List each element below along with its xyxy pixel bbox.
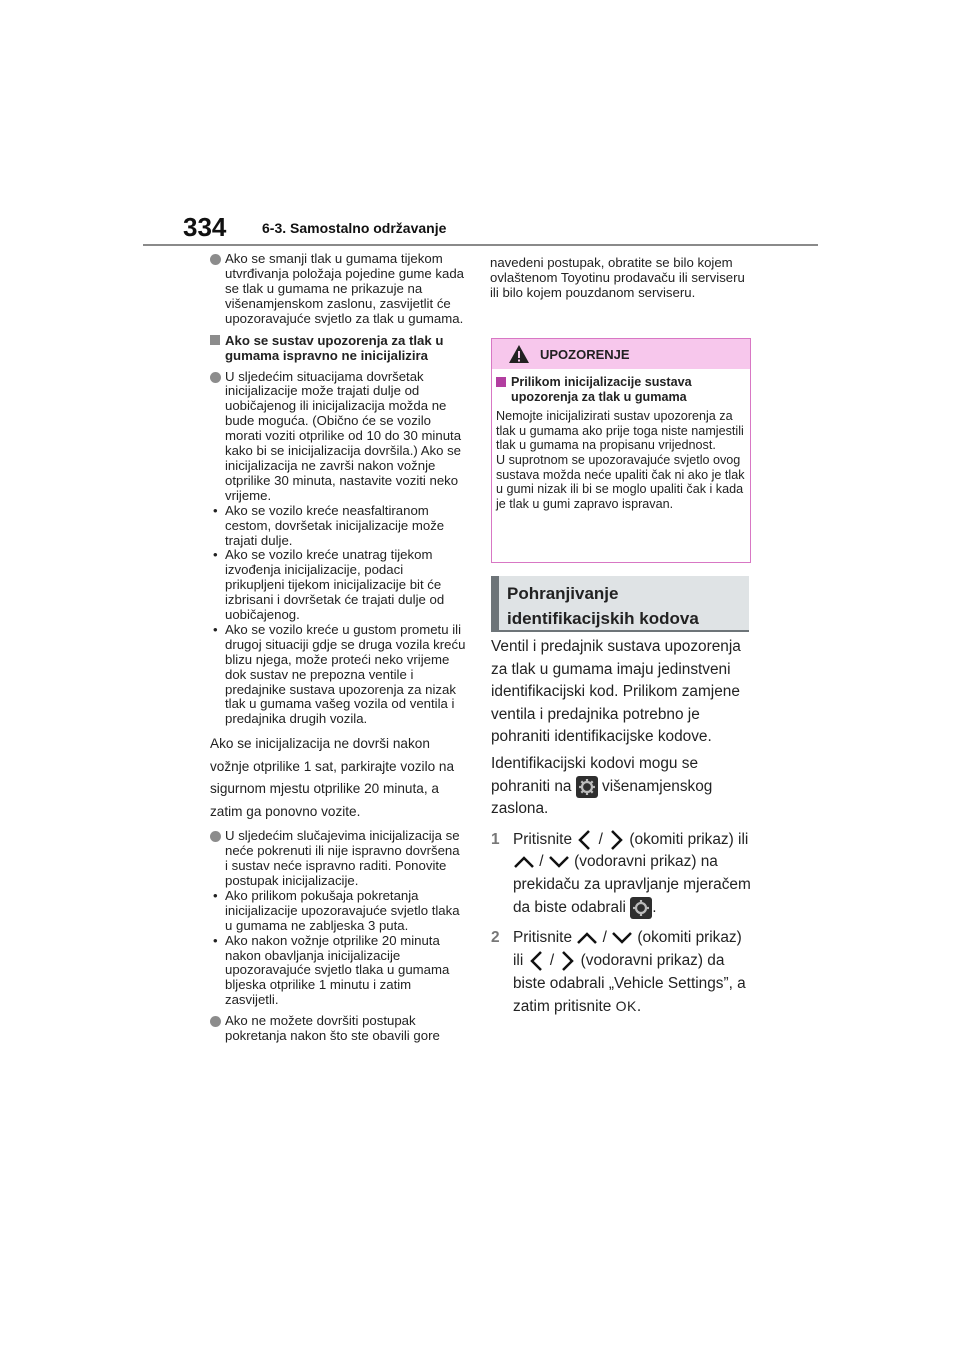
sub-item: [210, 623, 466, 727]
slash: /: [602, 929, 607, 947]
bullet-text: Ako se smanji tlak u gumama tijekom utvrđivanja položaja pojedine gume kada se tlak u gumama ne prikazuje na višenamjenskom zaslonu, zasvijetlit će upozoravajuće svjetlo za tlak u gumama.: [225, 251, 465, 326]
sub-text: Ako nakon vožnje otprilike 20 minuta nakon obavljanja inicijalizacije upozoravajuće svjetlo tlaka u gumama bljeska otprilike 1 minutu i zatim zasvijetli.: [225, 932, 450, 1008]
section-heading-line: identifikacijskih kodova: [507, 609, 699, 628]
bullet-item: [210, 829, 466, 889]
settings-gear-icon: [630, 897, 652, 919]
settings-gear-icon: [576, 776, 598, 798]
subsection-heading: [210, 333, 466, 363]
page-number: 334: [183, 212, 227, 242]
section-heading: [507, 581, 699, 631]
ok-button-icon: OK: [615, 998, 637, 1015]
warning-text: U suprotnom se upozoravajuće svjetlo ovog sustava možda neće upaliti čak ni ako je tlak u gumi nizak ili bi se moglo upaliti čak i kada je tlak u gumi zapravo ispravan.: [496, 452, 745, 511]
slash: /: [549, 951, 555, 969]
chevron-right-icon: [558, 950, 576, 972]
sub-item: [210, 934, 466, 1009]
sub-text: Ako se vozilo kreće neasfaltiranom cestom, dovršetak inicijalizacije može trajati dulje.: [225, 502, 445, 548]
warning-subheading: [496, 375, 746, 404]
sub-bullet-mark: •: [213, 887, 218, 903]
bullet-item: [210, 1014, 466, 1044]
step-text: .: [652, 898, 657, 916]
step-text: Pritisnite: [513, 929, 573, 947]
step-text: (okomiti prikaz) ili: [629, 830, 749, 848]
chevron-left-icon: [528, 950, 546, 972]
chevron-down-icon: [548, 854, 570, 870]
section-heading-box: [491, 576, 749, 632]
bullet-dot-icon: [210, 254, 221, 265]
section-heading-line: Pohranjivanje: [507, 584, 619, 603]
chevron-left-icon: [576, 829, 594, 851]
bullet-item: [210, 370, 466, 504]
store-text-b: višenamjenskog zaslona.: [491, 777, 713, 818]
intro-paragraph: Ventil i predajnik sustava upozorenja za tlak u gumama imaju jedinstveni identifikacijski kod. Prilikom zamjene ventila i predajnika potrebno je pohraniti identifikacijske kodove.: [491, 638, 741, 746]
bullet-dot-icon: [210, 831, 221, 842]
section-title: 6-3. Samostalno održavanje: [262, 220, 447, 236]
step-number: 1: [491, 830, 500, 848]
step-text: (vodoravni prikaz) da biste odabrali „Vehicle Settings”, a zatim pritisnite: [513, 951, 746, 1016]
sub-bullet-mark: •: [213, 547, 218, 563]
warning-subheading-text: Prilikom inicijalizacije sustava upozorenja za tlak u gumama: [511, 375, 692, 404]
sub-bullet-mark: •: [213, 932, 218, 948]
warning-title: UPOZORENJE: [540, 347, 630, 362]
bullet-dot-icon: [210, 372, 221, 383]
warning-header: [492, 339, 750, 369]
bullet-text: U sljedećim slučajevima inicijalizacija se neće pokrenuti ili nije ispravno dovršena i sustav neće ispravno raditi. Ponovite postupak inicijalizacije.: [225, 828, 460, 888]
warning-box: [491, 338, 751, 563]
warning-triangle-icon: [508, 344, 530, 364]
sub-text: Ako prilikom pokušaja pokretanja inicijalizacije upozoravajuće svjetlo tlaka u gumama ne zabljeska 3 puta.: [225, 887, 460, 933]
step-text: (vodoravni prikaz) na prekidaču za upravljanje mjeračem da biste odabrali: [513, 853, 751, 916]
paragraph: Ako se inicijalizacija ne dovrši nakon vožnje otprilike 1 sat, parkirajte vozilo na sigurnom mjestu otprilike 20 minuta, a zatim ga ponovno vozite.: [210, 736, 455, 819]
sub-bullet-mark: •: [213, 621, 218, 637]
sub-item: [210, 889, 466, 934]
sub-text: Ako se vozilo kreće unatrag tijekom izvođenja inicijalizacije, podaci prikupljeni tijekom inicijalizacije bit će izbrisani i dovršetak će trajati dulje od uobičajenog.: [225, 547, 445, 623]
bullet-item: [210, 252, 466, 327]
step-1: [491, 829, 756, 920]
step-text: .: [636, 998, 642, 1016]
store-text-a: Identifikacijski kodovi mogu se pohraniti na: [491, 754, 699, 795]
store-paragraph: [491, 753, 756, 821]
bullet-dot-icon: [210, 1016, 221, 1027]
chevron-up-icon: [576, 930, 598, 946]
step-text: (okomiti prikaz) ili: [513, 929, 742, 969]
square-bullet-icon: [210, 335, 220, 345]
slash: /: [598, 830, 603, 848]
heading-text: Ako se sustav upozorenja za tlak u gumama ispravno ne inicijalizira: [225, 332, 444, 363]
bullet-text: Ako ne možete dovršiti postupak pokretanja nakon što ste obavili gore: [225, 1013, 440, 1044]
header-rule: [143, 244, 818, 246]
chevron-up-icon: [513, 854, 535, 870]
bullet-text: U sljedećim situacijama dovršetak inicijalizacije može trajati dulje od uobičajenog ili inicijalizacija možda ne bude moguća. (Obično će se vozilo morati voziti otprilike od 10 do 30 minuta kako bi se inicijalizacija dovršila.) Ako se inicijalizacija ne završi nakon vožnje otprilike 30 minuta, nastavite voziti neko vrijeme.: [225, 368, 462, 503]
sub-item: [210, 504, 466, 549]
slash: /: [539, 853, 544, 871]
step-2: [491, 927, 756, 1018]
sub-text: Ako se vozilo kreće u gustom prometu ili drugoj situaciji gdje se druga vozila kreću blizu njega, može proteći neko vrijeme dok sustav ne prepozna ventile i predajnike sustava upozorenja za nizak tlak u gumama vašeg vozila od ventila i predajnika drugih vozila.: [225, 621, 466, 727]
sub-bullet-mark: •: [213, 502, 218, 518]
main-text: [491, 636, 756, 1019]
step-text: Pritisnite: [513, 830, 573, 848]
left-column: [210, 252, 466, 1050]
continued-text: navedeni postupak, obratite se bilo kojem ovlaštenom Toyotinu prodavaču ili serviseru ili bilo kojem pouzdanom serviseru.: [490, 255, 745, 300]
step-number: 2: [491, 929, 500, 947]
chevron-down-icon: [611, 930, 633, 946]
right-column-top: [490, 256, 752, 307]
square-bullet-icon: [496, 377, 506, 387]
chevron-right-icon: [607, 829, 625, 851]
warning-text: Nemojte inicijalizirati sustav upozorenja za tlak u gumama ako prije toga niste namjestili tlak u gumama na propisanu vrijednost.: [496, 409, 744, 453]
sub-item: [210, 548, 466, 623]
